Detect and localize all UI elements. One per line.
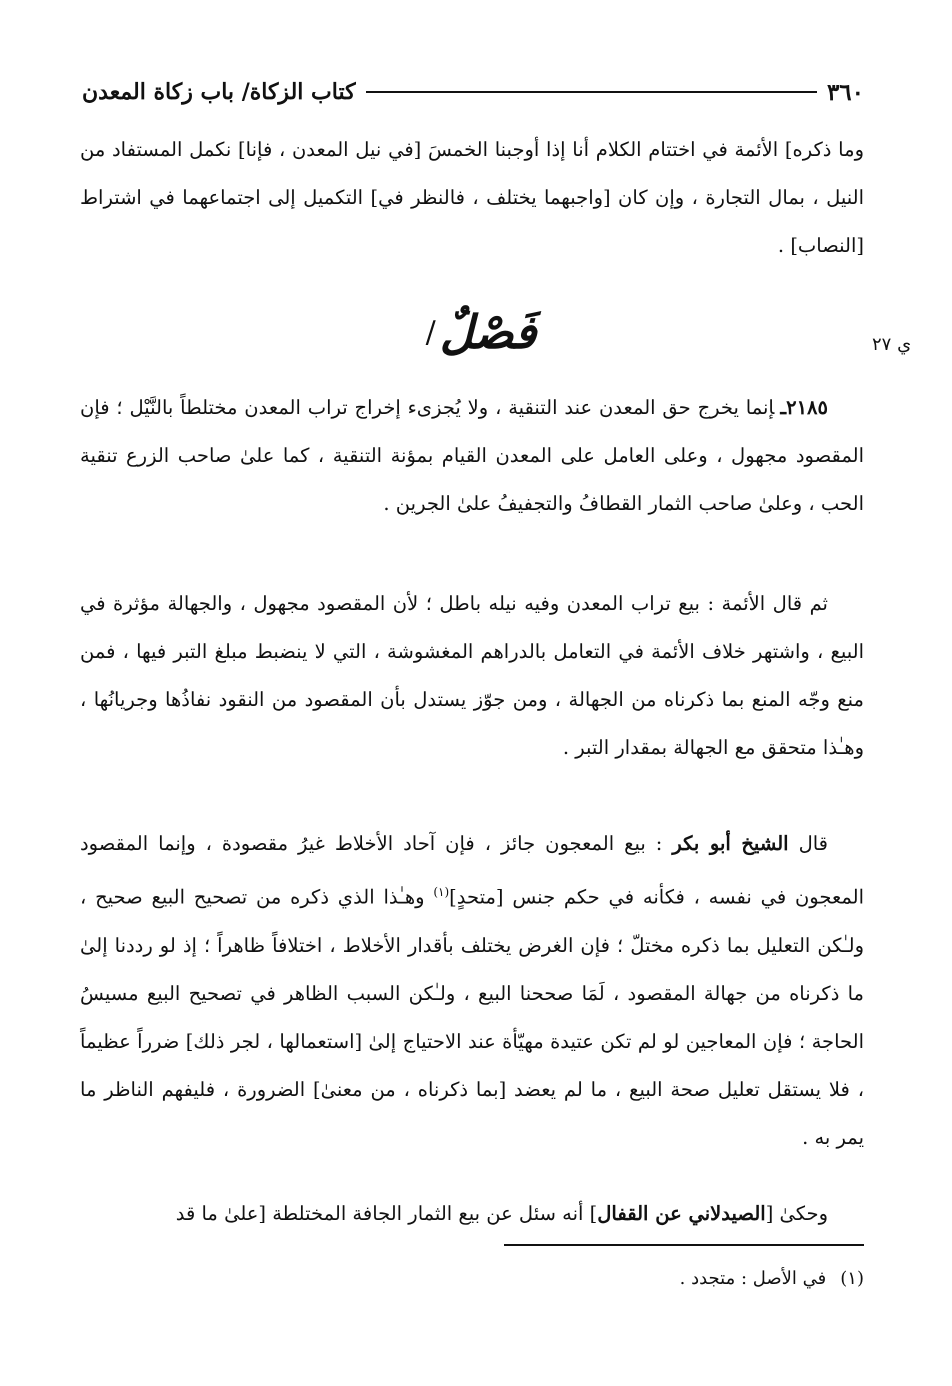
paragraph-text: : بيع المعجون جائز ، فإن آحاد الأخلاط غيرُ مقصودة ، وإنما المقصود المعجون في نفسه ، فكأنه في حكم جنس [متحدٍ] <box>80 832 864 909</box>
paragraph-imams-ruling: ثم قال الأئمة : بيع تراب المعدن وفيه نيله باطل ؛ لأن المقصود مجهول ، والجهالة مؤثرة في البيع ، واشتهر خلاف الأئمة في التعامل بالدراهم المغشوشة ، التي لا ينضبط مبلغ التبر فيها ، فمن منع وجّه المنع بما ذكرناه من الجهالة ، ومن جوّز يستدل بأن المقصود من النقود نفاذُها وجريانُها ، وهـٰذا متحقق مع الجهالة بمقدار التبر . <box>80 592 864 759</box>
section-heading-mark: / <box>425 314 436 350</box>
footnote-text: في الأصل : متجدد . <box>679 1268 827 1289</box>
margin-note: ي ٢٧ <box>872 334 912 355</box>
paragraph-shaykh-abu-bakr <box>80 820 864 1162</box>
header-rule <box>366 91 817 93</box>
footnote <box>80 1268 864 1289</box>
cited-scholar-name: الشيخ أبو بكر <box>672 832 789 855</box>
paragraph-saydalani <box>80 1190 864 1238</box>
cited-scholar-name: الصيدلاني عن القفال <box>597 1202 766 1225</box>
page-number: ٣٦٠ <box>826 78 864 106</box>
section-heading-word: فَصْلٌ <box>439 305 537 359</box>
paragraph-number: ٢١٨٥ـ <box>780 396 828 419</box>
intro-paragraph: وما ذكره] الأئمة في اختتام الكلام أنا إذا أوجبنا الخمسَ [في نيل المعدن ، فإنا] نكمل المستفاد من النيل ، بمال التجارة ، وإن كان [واجبهما يختلف ، فالنظر في] التكميل إلى اجتماعهما في اشتراط [النصاب] . <box>80 138 864 257</box>
paragraph-lead: وحكىٰ [ <box>765 1202 828 1225</box>
running-header <box>82 68 864 116</box>
paragraph-lead: قال <box>798 832 828 855</box>
running-title: كتاب الزكاة/ باب زكاة المعدن <box>82 79 356 105</box>
paragraph-2185 <box>80 384 864 528</box>
footnote-marker[interactable]: (١) <box>433 885 450 899</box>
paragraph-text-continued: وهـٰذا الذي ذكره من تصحيح البيع صحيح ، ولـٰكن التعليل بما ذكره مختلّ ؛ فإن الغرض يختلف بأقدار الأخلاط ، اختلافاً ظاهراً ؛ إذ لو رددنا إلىٰ ما ذكرناه من جهالة المقصود ، لَمَا صححنا البيع ، ولـٰكن السبب الظاهر في تصحيح البيع مسيسُ الحاجة ؛ فإن المعاجين لو لم تكن عتيدة مهيّأة عند الاحتياج إلىٰ [استعمالها ، لجر ذلك] ضرراً عظيماً ، فلا يستقل تعليل صحة البيع ، ما لم يعضد [بما ذكرناه ، من معنىٰ] الضرورة ، فليفهم الناظر ما يمر به . <box>80 885 864 1149</box>
paragraph-text: ] أنه سئل عن بيع الثمار الجافة المختلطة [علىٰ ما قد <box>175 1202 598 1225</box>
footnote-number: (١) <box>840 1268 864 1289</box>
paragraph-text: إنما يخرج حق المعدن عند التنقية ، ولا يُجزىء إخراج تراب المعدن مختلطاً بالنَّيْل ؛ فإن المقصود مجهول ، وعلى العامل على المعدن القيام بمؤنة التنقية ، كما علىٰ صاحب الزرع تنقية الحب ، وعلىٰ صاحب الثمار القطافُ والتجفيفُ علىٰ الجرين . <box>80 396 864 515</box>
section-heading <box>396 292 566 372</box>
footnote-rule <box>504 1244 864 1246</box>
